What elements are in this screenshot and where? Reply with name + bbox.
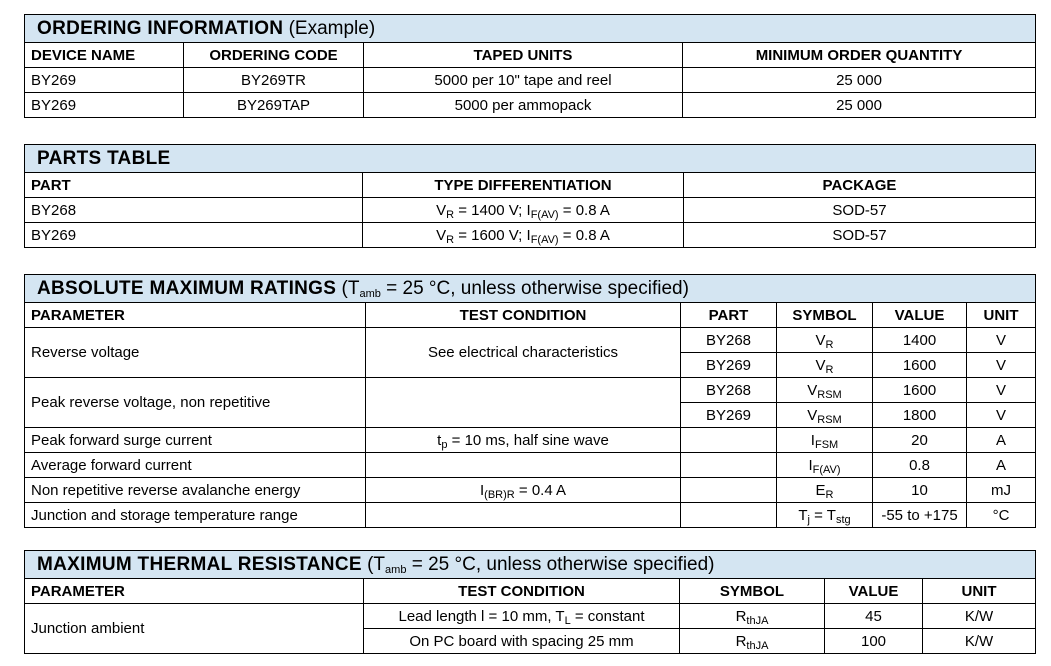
symbol: $V_R$	[777, 328, 873, 353]
column-header: PART	[681, 303, 777, 328]
type-differentiation: $V_R = 1600$ V; $I_{F(AV)} = 0.8$ A	[363, 223, 684, 248]
column-header: SYMBOL	[777, 303, 873, 328]
test-condition: Lead length l = 10 mm, $T_L$ = constant	[364, 604, 680, 629]
type-differentiation: $V_R = 1400$ V; $I_{F(AV)} = 0.8$ A	[363, 198, 684, 223]
part: BY269	[681, 403, 777, 428]
column-header: TAPED UNITS	[364, 43, 683, 68]
parameter: Peak forward surge current	[25, 428, 366, 453]
parameter: Non repetitive reverse avalanche energy	[25, 478, 366, 503]
value: 1600	[873, 378, 967, 403]
device-name: BY269	[25, 68, 184, 93]
unit: °C	[967, 503, 1036, 528]
column-header: ORDERING CODE	[184, 43, 364, 68]
table-row	[25, 503, 1036, 528]
table-row	[25, 478, 1036, 503]
column-header: PACKAGE	[684, 173, 1036, 198]
absolute-maximum-ratings-table	[24, 274, 1036, 528]
maximum-thermal-resistance-table	[24, 550, 1036, 654]
part	[681, 428, 777, 453]
part-name: BY269	[25, 223, 363, 248]
symbol: $E_R$	[777, 478, 873, 503]
column-header: SYMBOL	[680, 579, 825, 604]
column-header: PARAMETER	[25, 579, 364, 604]
table-row	[25, 223, 1036, 248]
part: BY269	[681, 353, 777, 378]
part	[681, 478, 777, 503]
test-condition	[366, 503, 681, 528]
column-header: DEVICE NAME	[25, 43, 184, 68]
symbol: $V_{RSM}$	[777, 378, 873, 403]
table-row	[25, 93, 1036, 118]
unit: V	[967, 378, 1036, 403]
value: 1800	[873, 403, 967, 428]
parts-table	[24, 144, 1036, 248]
symbol: $I_{F(AV)}$	[777, 453, 873, 478]
table-header-row	[25, 173, 1036, 198]
symbol: $V_{RSM}$	[777, 403, 873, 428]
parameter: Peak reverse voltage, non repetitive	[25, 378, 366, 428]
minimum-order-quantity: 25 000	[683, 68, 1036, 93]
test-condition: $I_{(BR)R} = 0.4$ A	[366, 478, 681, 503]
table-row	[25, 453, 1036, 478]
column-header: TYPE DIFFERENTIATION	[363, 173, 684, 198]
thermal-title: MAXIMUM THERMAL RESISTANCE ($T_{amb} = 25$ °C, unless otherwise specified)	[25, 551, 1036, 579]
column-header: TEST CONDITION	[364, 579, 680, 604]
table-header-row	[25, 303, 1036, 328]
part: BY268	[681, 378, 777, 403]
table-header-row	[25, 43, 1036, 68]
ordering-title: ORDERING INFORMATION (Example)	[25, 15, 1036, 43]
unit: V	[967, 328, 1036, 353]
unit: K/W	[923, 604, 1036, 629]
test-condition: On PC board with spacing 25 mm	[364, 629, 680, 654]
taped-units: 5000 per ammopack	[364, 93, 683, 118]
table-row	[25, 428, 1036, 453]
table-row	[25, 604, 1036, 629]
value: 0.8	[873, 453, 967, 478]
unit: V	[967, 353, 1036, 378]
value: 10	[873, 478, 967, 503]
column-header: UNIT	[923, 579, 1036, 604]
ordering-information-table	[24, 14, 1036, 118]
column-header: PARAMETER	[25, 303, 366, 328]
package: SOD-57	[684, 198, 1036, 223]
part: BY268	[681, 328, 777, 353]
package: SOD-57	[684, 223, 1036, 248]
table-row	[25, 328, 1036, 353]
ordering-code: BY269TR	[184, 68, 364, 93]
unit: V	[967, 403, 1036, 428]
part	[681, 503, 777, 528]
value: 20	[873, 428, 967, 453]
value: 45	[825, 604, 923, 629]
table-row	[25, 68, 1036, 93]
parts-title: PARTS TABLE	[25, 145, 1036, 173]
taped-units: 5000 per 10" tape and reel	[364, 68, 683, 93]
unit: mJ	[967, 478, 1036, 503]
test-condition: $t_p = 10$ ms, half sine wave	[366, 428, 681, 453]
value: 100	[825, 629, 923, 654]
column-header: VALUE	[873, 303, 967, 328]
parameter: Average forward current	[25, 453, 366, 478]
parameter: Junction and storage temperature range	[25, 503, 366, 528]
ordering-code: BY269TAP	[184, 93, 364, 118]
test-condition: See electrical characteristics	[366, 328, 681, 378]
table-row	[25, 198, 1036, 223]
unit: A	[967, 428, 1036, 453]
part	[681, 453, 777, 478]
table-row	[25, 378, 1036, 403]
symbol: $R_{thJA}$	[680, 629, 825, 654]
column-header: TEST CONDITION	[366, 303, 681, 328]
ratings-title: ABSOLUTE MAXIMUM RATINGS ($T_{amb} = 25$ °C, unless otherwise specified)	[25, 275, 1036, 303]
value: 1400	[873, 328, 967, 353]
device-name: BY269	[25, 93, 184, 118]
column-header: UNIT	[967, 303, 1036, 328]
minimum-order-quantity: 25 000	[683, 93, 1036, 118]
test-condition	[366, 378, 681, 428]
unit: A	[967, 453, 1036, 478]
parameter: Reverse voltage	[25, 328, 366, 378]
symbol: $V_R$	[777, 353, 873, 378]
table-header-row	[25, 579, 1036, 604]
unit: K/W	[923, 629, 1036, 654]
value: -55 to +175	[873, 503, 967, 528]
symbol: $T_j = T_{stg}$	[777, 503, 873, 528]
part-name: BY268	[25, 198, 363, 223]
column-header: MINIMUM ORDER QUANTITY	[683, 43, 1036, 68]
symbol: $R_{thJA}$	[680, 604, 825, 629]
value: 1600	[873, 353, 967, 378]
parameter: Junction ambient	[25, 604, 364, 654]
column-header: VALUE	[825, 579, 923, 604]
test-condition	[366, 453, 681, 478]
column-header: PART	[25, 173, 363, 198]
symbol: $I_{FSM}$	[777, 428, 873, 453]
